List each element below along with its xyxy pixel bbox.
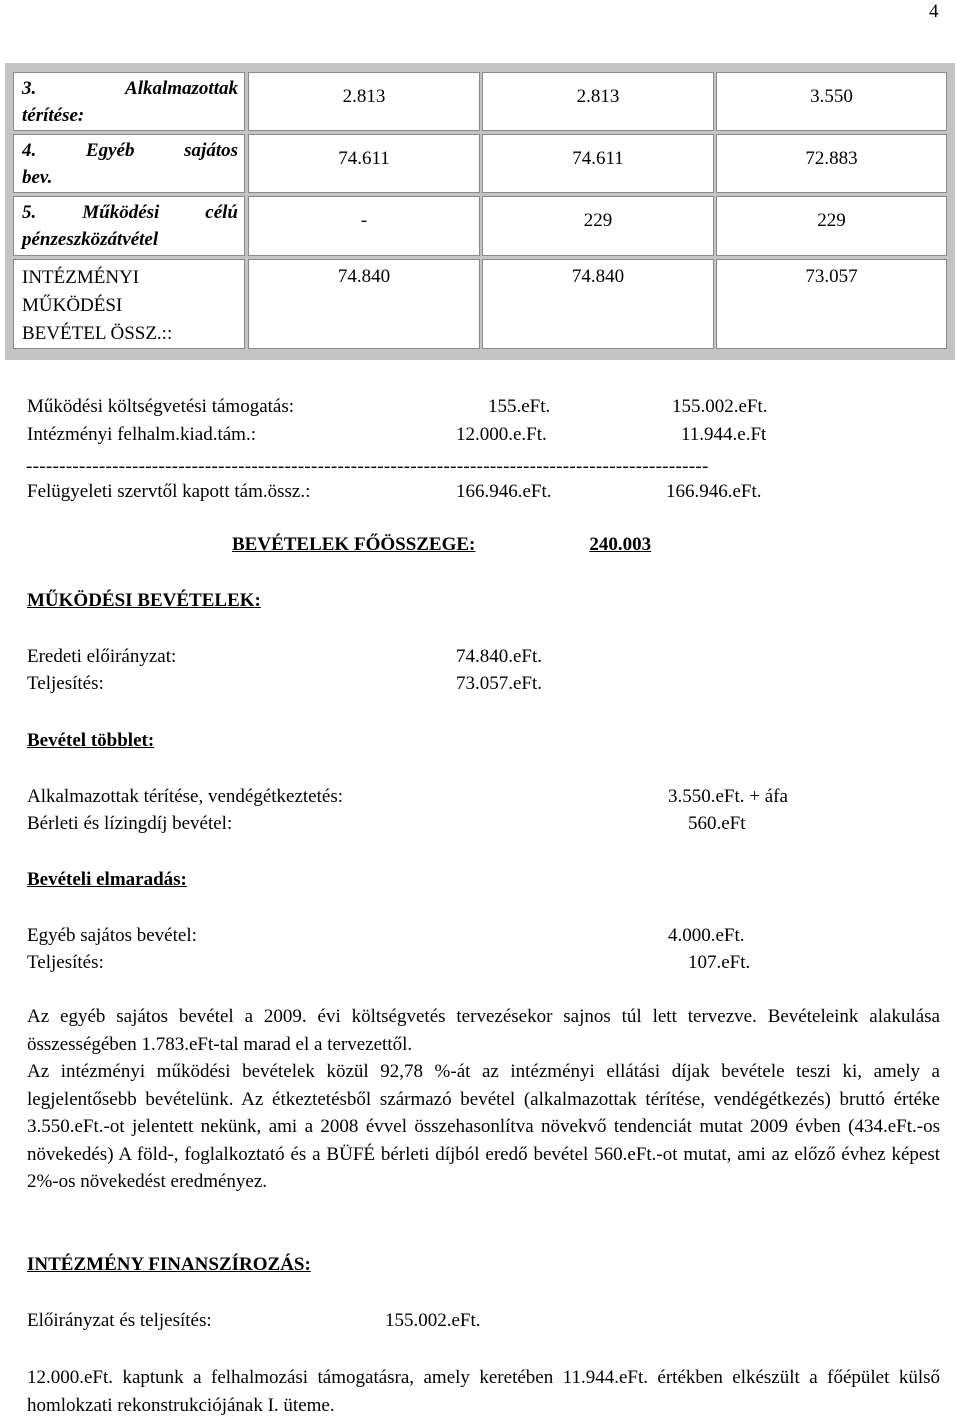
- support-value: 166.946.eFt.: [666, 481, 762, 502]
- table-cell: 74.840: [248, 259, 480, 349]
- revenue-grand-total: [232, 533, 651, 557]
- row-value: 155.002.eFt.: [385, 1310, 481, 1331]
- revenue-grand-total-label: BEVÉTELEK FŐÖSSZEGE:: [232, 534, 476, 555]
- row-label: Teljesítés:: [27, 952, 104, 973]
- section-heading: Bevételi elmaradás:: [27, 869, 187, 890]
- section-heading: INTÉZMÉNY FINANSZÍROZÁS:: [27, 1254, 311, 1275]
- support-value: 155.eFt.: [488, 396, 551, 417]
- row-value: 560.eFt: [688, 813, 746, 834]
- revenue-table: [5, 63, 955, 360]
- support-label-total: Felügyeleti szervtől kapott tám.össz.:: [27, 481, 311, 502]
- support-value: 166.946.eFt.: [456, 481, 552, 502]
- table-cell: -: [248, 196, 480, 256]
- table-row-label: 4. Egyéb sajátos bev.: [13, 134, 245, 193]
- paragraph-revenue-analysis: Az intézményi működési bevételek közül 92,78 %-át az intézményi ellátási díjak bevétele teszi ki, amely a legjelentősebb bevételünk. Az étkeztetésből származó bevétel (alkalmazottak térítése, vendégétkezés) bruttó értéke 3.550.eFt.-ot jelentett nekünk, ami a 2008 évvel összehasonlítva növekvő tendenciát mutat 2009 évben (434.eFt.-os növekedés) A föld-, foglalkoztató és a BÜFÉ bérleti díjból eredő bevétel 560.eFt.-ot mutat, ami az előző évhez képest 2%-os növekedést eredményez.: [27, 1061, 940, 1192]
- row-label: Alkalmazottak térítése, vendégétkeztetés:: [27, 786, 343, 807]
- row-label: Teljesítés:: [27, 673, 104, 694]
- support-value: 12.000.e.Ft.: [456, 424, 547, 445]
- table-row-label: INTÉZMÉNYI MŰKÖDÉSI BEVÉTEL ÖSSZ.::: [13, 259, 245, 349]
- row-value: 4.000.eFt.: [668, 925, 745, 946]
- table-cell: 74.840: [482, 259, 714, 349]
- support-label-capital: Intézményi felhalm.kiad.tám.:: [27, 424, 256, 445]
- row-value: 107.eFt.: [688, 952, 751, 973]
- table-cell: 3.550: [716, 72, 947, 131]
- revenue-grand-total-value: 240.003: [589, 534, 652, 555]
- section-heading: Bevétel többlet:: [27, 730, 155, 751]
- table-cell: 2.813: [248, 72, 480, 131]
- row-value: 73.057.eFt.: [456, 673, 543, 694]
- table-cell: 74.611: [248, 134, 480, 193]
- table-row-label: 5. Működési célú pénzeszközátvétel: [13, 196, 245, 256]
- table-cell: 73.057: [716, 259, 947, 349]
- table-cell: 74.611: [482, 134, 714, 193]
- page-number: 4: [929, 1, 939, 22]
- row-value: 3.550.eFt. + áfa: [668, 786, 788, 807]
- row-value: 74.840.eFt.: [456, 646, 543, 667]
- support-value: 11.944.e.Ft: [681, 424, 767, 445]
- row-label: Egyéb sajátos bevétel:: [27, 925, 197, 946]
- table-cell: 2.813: [482, 72, 714, 131]
- support-value: 155.002.eFt.: [672, 396, 768, 417]
- paragraph-capital-support: 12.000.eFt. kaptunk a felhalmozási támogatásra, amely keretében 11.944.eFt. értékben elkészült a főépület külső homlokzati rekonstrukciójának I. üteme.: [27, 1367, 940, 1416]
- row-label: Eredeti előirányzat:: [27, 646, 177, 667]
- table-row-label: 3. Alkalmazottak térítése:: [13, 72, 245, 131]
- separator-line: -------------------------------------------------------------------------------------------------------: [26, 456, 709, 477]
- table-cell: 72.883: [716, 134, 947, 193]
- table-cell: 229: [716, 196, 947, 256]
- paragraph-shortfall-note: Az egyéb sajátos bevétel a 2009. évi költségvetés tervezésekor sajnos túl lett tervezve. Bevételeink alakulása összességében 1.783.eFt-tal marad el a tervezettől.: [27, 1006, 940, 1055]
- row-label: Bérleti és lízingdíj bevétel:: [27, 813, 233, 834]
- section-heading: MŰKÖDÉSI BEVÉTELEK:: [27, 590, 261, 611]
- row-label: Előirányzat és teljesítés:: [27, 1310, 212, 1331]
- support-label-operating: Működési költségvetési támogatás:: [27, 396, 295, 417]
- table-cell: 229: [482, 196, 714, 256]
